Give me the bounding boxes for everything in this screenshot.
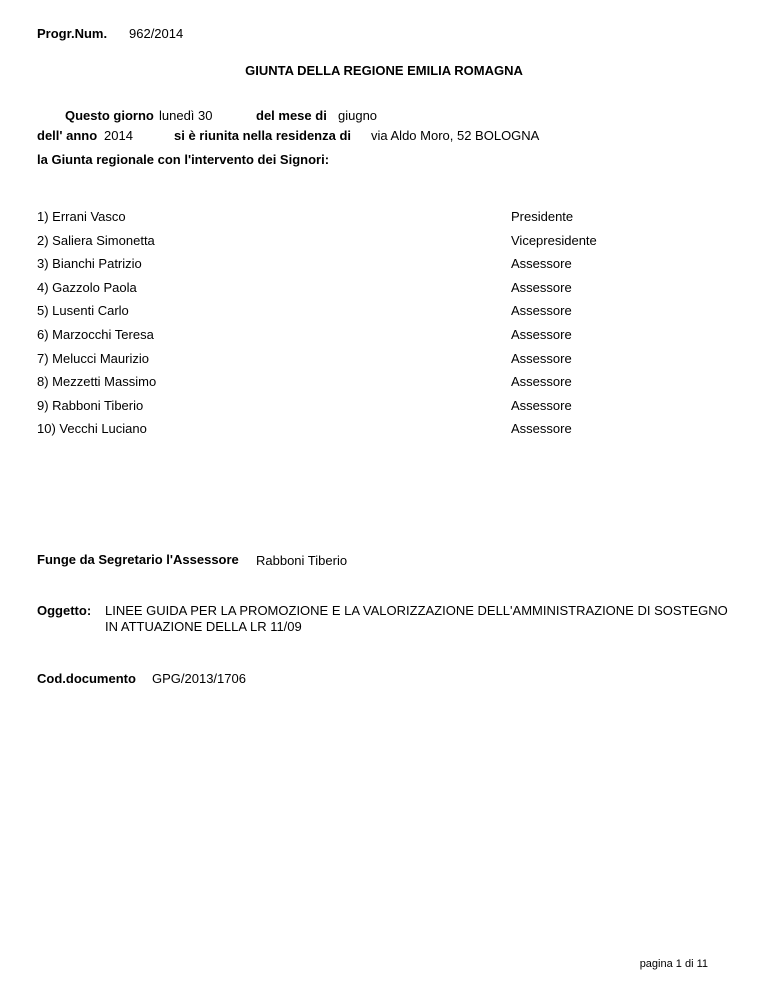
year-value: 2014 [104, 128, 133, 143]
subject-line-2: IN ATTUAZIONE DELLA LR 11/09 [105, 619, 302, 634]
member-name: 1) Errani Vasco [37, 209, 126, 224]
progr-num-label: Progr.Num. [37, 26, 108, 41]
member-name: 6) Marzocchi Teresa [37, 327, 154, 342]
member-name: 3) Bianchi Patrizio [37, 256, 142, 271]
member-name: 2) Saliera Simonetta [37, 233, 155, 248]
secretary-label: Funge da Segretario l'Assessore [37, 552, 239, 567]
document-code-label: Cod.documento [37, 671, 136, 686]
member-role: Assessore [511, 398, 572, 413]
subject-line-1: LINEE GUIDA PER LA PROMOZIONE E LA VALORIZZAZIONE DELL'AMMINISTRAZIONE DI SOSTEGNO [105, 603, 728, 618]
member-role: Assessore [511, 303, 572, 318]
member-name: 5) Lusenti Carlo [37, 303, 129, 318]
page-number: pagina 1 di 11 [639, 958, 708, 970]
month-label: del mese di [256, 108, 327, 123]
document-code-value: GPG/2013/1706 [152, 671, 246, 686]
member-name: 7) Melucci Maurizio [37, 351, 149, 366]
member-name: 8) Mezzetti Massimo [37, 374, 157, 389]
residence-label: si è riunita nella residenza di [174, 128, 352, 143]
intervention-intro: la Giunta regionale con l'intervento dei Signori: [37, 152, 330, 167]
member-name: 9) Rabboni Tiberio [37, 398, 144, 413]
day-label: Questo giorno [65, 108, 154, 123]
member-role: Assessore [511, 280, 572, 295]
year-label: dell' anno [37, 128, 98, 143]
subject-label: Oggetto: [37, 603, 92, 618]
member-role: Assessore [511, 256, 572, 271]
progr-num-value: 962/2014 [129, 26, 184, 41]
secretary-value: Rabboni Tiberio [256, 553, 348, 568]
day-value: lunedì 30 [159, 108, 213, 123]
residence-value: via Aldo Moro, 52 BOLOGNA [371, 128, 540, 143]
member-role: Vicepresidente [511, 233, 597, 248]
member-name: 4) Gazzolo Paola [37, 280, 137, 295]
member-role: Assessore [511, 421, 572, 436]
member-role: Assessore [511, 351, 572, 366]
member-role: Presidente [511, 209, 574, 224]
month-value: giugno [338, 108, 378, 123]
member-role: Assessore [511, 374, 572, 389]
member-role: Assessore [511, 327, 572, 342]
institution-title: GIUNTA DELLA REGIONE EMILIA ROMAGNA [245, 63, 523, 78]
member-name: 10) Vecchi Luciano [37, 421, 147, 436]
